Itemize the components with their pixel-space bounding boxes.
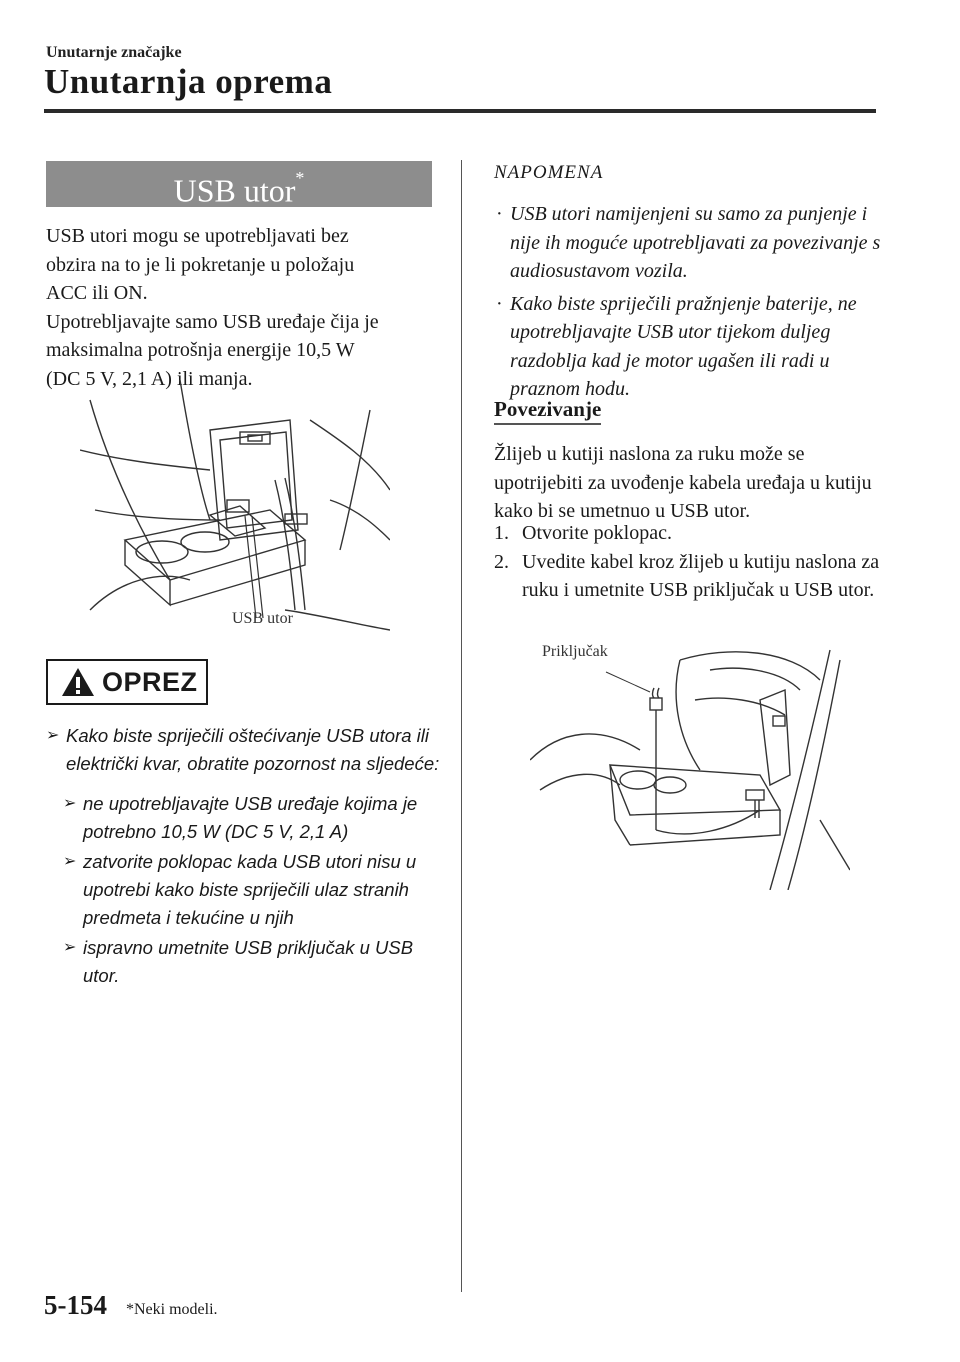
section-title: USB utor [173, 172, 296, 209]
intro-line: ACC ili ON. [46, 282, 148, 304]
caution-box [46, 659, 208, 705]
connection-paragraph: Žlijeb u kutiji naslona za ruku može se upotrijebiti za uvođenje kabela uređaja u kutiju kako bi se umetnuo u USB utor. [494, 443, 872, 522]
steps-list [494, 519, 884, 605]
title-rule [44, 109, 876, 113]
intro-line: Upotrebljavajte samo USB uređaje čija je [46, 310, 379, 333]
figure2-label: Priključak [542, 643, 608, 660]
caution-item-text: ispravno umetnite USB priključak u USB utor. [83, 937, 414, 986]
caution-item [46, 848, 446, 932]
step-number: 2. [494, 550, 509, 573]
footnote: *Neki modeli. [126, 1301, 218, 1318]
step-item [494, 548, 884, 605]
caution-item-text: zatvorite poklopac kada USB utori nisu u upotrebi kako biste spriječili ulaz stranih predmeta i tekućine u njih [83, 851, 417, 928]
note-item [496, 200, 882, 286]
intro-paragraph [46, 222, 446, 393]
arrow-bullet-icon: ➢ [63, 939, 77, 956]
intro-line: (DC 5 V, 2,1 A) ili manja. [46, 367, 253, 390]
intro-line: USB utori mogu se upotrebljavati bez [46, 225, 349, 247]
bullet-dot-icon: · [496, 203, 503, 225]
usb-connection-illustration [530, 640, 850, 890]
connection-heading: Povezivanje [494, 397, 601, 425]
usb-slot-illustration [80, 380, 390, 640]
note-item [496, 290, 882, 404]
caution-label: OPREZ [102, 666, 198, 697]
note-heading: NAPOMENA [494, 162, 604, 183]
caution-item [46, 790, 446, 846]
step-text: Uvedite kabel kroz žlijeb u kutiju naslona za ruku i umetnite USB priključak u USB utor. [522, 550, 880, 601]
page-title: Unutarnja oprema [44, 62, 333, 101]
breadcrumb: Unutarnje značajke [46, 44, 182, 61]
section-title-mark: * [295, 168, 305, 188]
note-list [496, 200, 882, 408]
step-number: 1. [494, 522, 509, 544]
caution-item [46, 934, 446, 990]
step-item [494, 519, 884, 548]
bullet-dot-icon: · [496, 292, 503, 315]
page-number: 5-154 [44, 1290, 107, 1320]
note-item-text: USB utori namijenjeni su samo za punjenje i nije ih moguće upotrebljavati za povezivanje s audiosustavom vozila. [510, 203, 881, 282]
warning-triangle-icon [60, 666, 96, 698]
intro-line: maksimalna potrošnja energije 10,5 W [46, 339, 355, 361]
column-divider [461, 160, 462, 1292]
caution-list [46, 722, 446, 990]
note-item-text: Kako biste spriječili pražnjenje baterije, ne upotrebljavajte USB utor tijekom duljeg razdoblja kad je motor ugašen ili radi u praznom hodu. [510, 292, 857, 400]
step-text: Otvorite poklopac. [522, 522, 672, 544]
arrow-bullet-icon: ➢ [63, 795, 77, 812]
figure1-label: USB utor [232, 610, 293, 627]
intro-line: obzira na to je li pokretanje u položaju [46, 253, 355, 276]
caution-main [46, 722, 446, 778]
section-banner [46, 161, 432, 207]
caution-main-text: Kako biste spriječili oštećivanje USB utora ili električki kvar, obratite pozornost na sljedeće: [66, 725, 440, 774]
arrow-bullet-icon: ➢ [63, 853, 77, 870]
arrow-bullet-icon: ➢ [46, 727, 60, 744]
caution-item-text: ne upotrebljavajte USB uređaje kojima je potrebno 10,5 W (DC 5 V, 2,1 A) [83, 793, 418, 842]
